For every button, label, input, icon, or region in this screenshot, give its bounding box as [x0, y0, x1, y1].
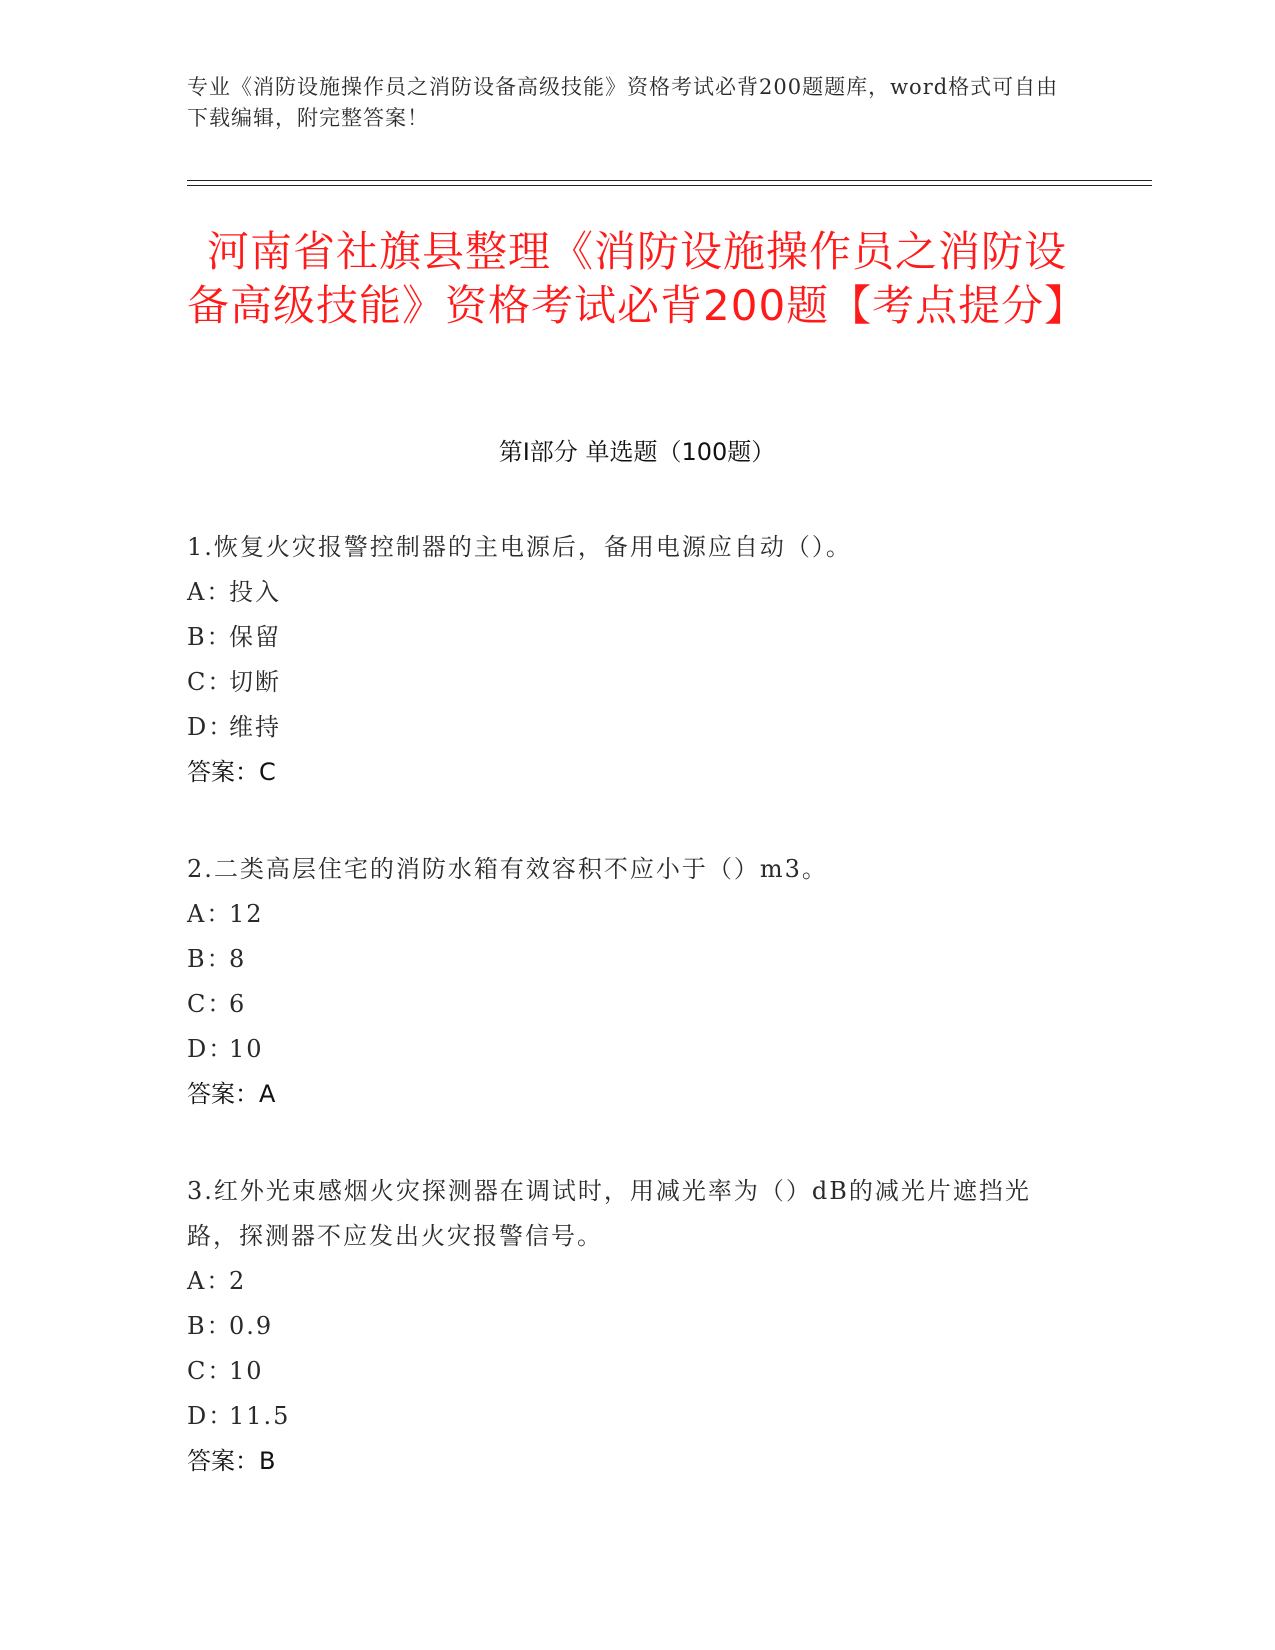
- question-option: [187, 1349, 1067, 1394]
- option-text: 0.9: [229, 1312, 274, 1340]
- option-key: A：: [187, 900, 233, 928]
- option-key: C：: [187, 668, 234, 696]
- option-key: C：: [187, 1357, 234, 1385]
- option-text: 保留: [229, 623, 281, 651]
- question-stem: 2.二类高层住宅的消防水箱有效容积不应小于（）m3。: [187, 855, 828, 883]
- option-key: B：: [187, 623, 233, 651]
- option-text: 2: [229, 1267, 247, 1295]
- question-option: [187, 1394, 1067, 1439]
- question-option: [187, 615, 1067, 660]
- question-option: [187, 570, 1067, 615]
- header-note: 专业《消防设施操作员之消防设备高级技能》资格考试必背200题题库，word格式可自由下载编辑，附完整答案！: [187, 75, 1059, 130]
- question-option: [187, 892, 1067, 937]
- question-option: [187, 1027, 1067, 1072]
- question-option: [187, 937, 1067, 982]
- option-key: A：: [187, 578, 233, 606]
- question-option: [187, 660, 1067, 705]
- option-key: B：: [187, 945, 233, 973]
- option-text: 12: [229, 900, 264, 928]
- section-title: 第I部分 单选题（100题）: [498, 438, 776, 466]
- question-option: [187, 1259, 1067, 1304]
- document-title: 河南省社旗县整理《消防设施操作员之消防设备高级技能》资格考试必背200题【考点提分】: [187, 227, 1088, 330]
- option-text: 维持: [229, 713, 281, 741]
- option-key: D：: [187, 713, 235, 741]
- option-key: B：: [187, 1312, 233, 1340]
- question-option: [187, 1304, 1067, 1349]
- option-key: A：: [187, 1267, 233, 1295]
- question-option: [187, 982, 1067, 1027]
- option-text: 10: [229, 1035, 264, 1063]
- option-key: D：: [187, 1035, 235, 1063]
- option-text: 切断: [229, 668, 281, 696]
- question-option: [187, 705, 1067, 750]
- header-rule-top: [187, 180, 1152, 181]
- question-answer: 答案：B: [187, 1447, 276, 1475]
- header-rule-bottom: [187, 185, 1152, 186]
- question-list: [187, 525, 1067, 1536]
- question-item: [187, 525, 1067, 795]
- option-text: 6: [229, 990, 247, 1018]
- question-item: [187, 1169, 1067, 1484]
- question-stem: 1.恢复火灾报警控制器的主电源后，备用电源应自动（）。: [187, 533, 852, 561]
- question-answer: 答案：A: [187, 1080, 276, 1108]
- option-key: C：: [187, 990, 234, 1018]
- option-text: 11.5: [229, 1402, 291, 1430]
- option-text: 10: [229, 1357, 264, 1385]
- option-text: 投入: [229, 578, 281, 606]
- question-answer: 答案：C: [187, 758, 276, 786]
- option-key: D：: [187, 1402, 235, 1430]
- option-text: 8: [229, 945, 247, 973]
- question-stem: 3.红外光束感烟火灾探测器在调试时，用减光率为（）dB的减光片遮挡光路，探测器不应发出火灾报警信号。: [187, 1177, 1031, 1250]
- question-item: [187, 847, 1067, 1117]
